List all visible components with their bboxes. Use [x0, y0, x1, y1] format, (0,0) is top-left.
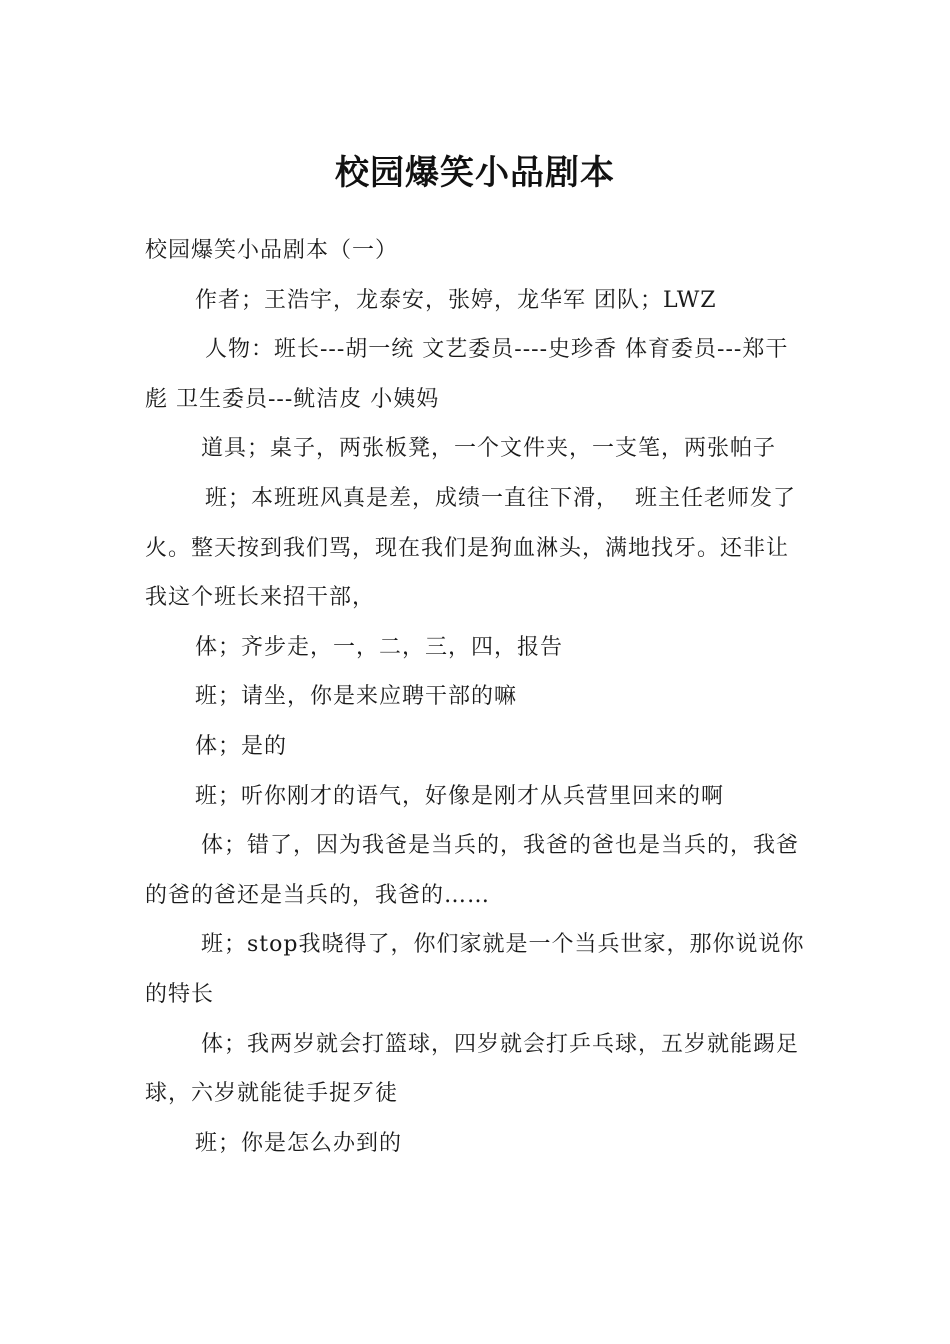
dialogue-line: 班；听你刚才的语气，好像是刚才从兵营里回来的啊 [195, 783, 725, 809]
dialogue-line: 班；请坐，你是来应聘干部的嘛 [195, 684, 518, 710]
section-heading: 校园爆笑小品剧本（一） [145, 238, 399, 263]
dialogue-line: 班；你是怎么办到的 [195, 1130, 403, 1156]
dialogue-line: 体；错了，因为我爸是当兵的，我爸的爸也是当兵的，我爸的爸的爸还是当兵的，我爸的…… [145, 833, 800, 908]
dialogue-line: 班；本班班风真是差，成绩一直往下滑， 班主任老师发了火。整天按到我们骂，现在我们是狗血淋头，满地找牙。还非让我这个班长来招干部， [145, 485, 796, 611]
dialogue-line: 体；我两岁就会打篮球，四岁就会打乒乓球，五岁就能踢足球，六岁就能徒手捉歹徒 [145, 1031, 800, 1107]
document-title: 校园爆笑小品剧本 [335, 152, 615, 193]
document-body [145, 226, 810, 1168]
paragraph-props: 道具；桌子，两张板凳，一个文件夹，一支笔，两张帕子 [201, 436, 777, 462]
dialogue-line: 班；stop我晓得了，你们家就是一个当兵世家，那你说说你的特长 [145, 932, 805, 1007]
dialogue-line: 体；齐步走，一，二，三，四，报告 [195, 634, 564, 660]
paragraph-characters: 人物：班长---胡一统 文艺委员----史珍香 体育委员---郑干彪 卫生委员---鱿洁皮 小姨妈 [145, 337, 789, 412]
dialogue-line: 体；是的 [195, 733, 288, 759]
paragraph-authors: 作者；王浩宇，龙泰安，张婷，龙华军 团队；LWZ [195, 287, 717, 313]
